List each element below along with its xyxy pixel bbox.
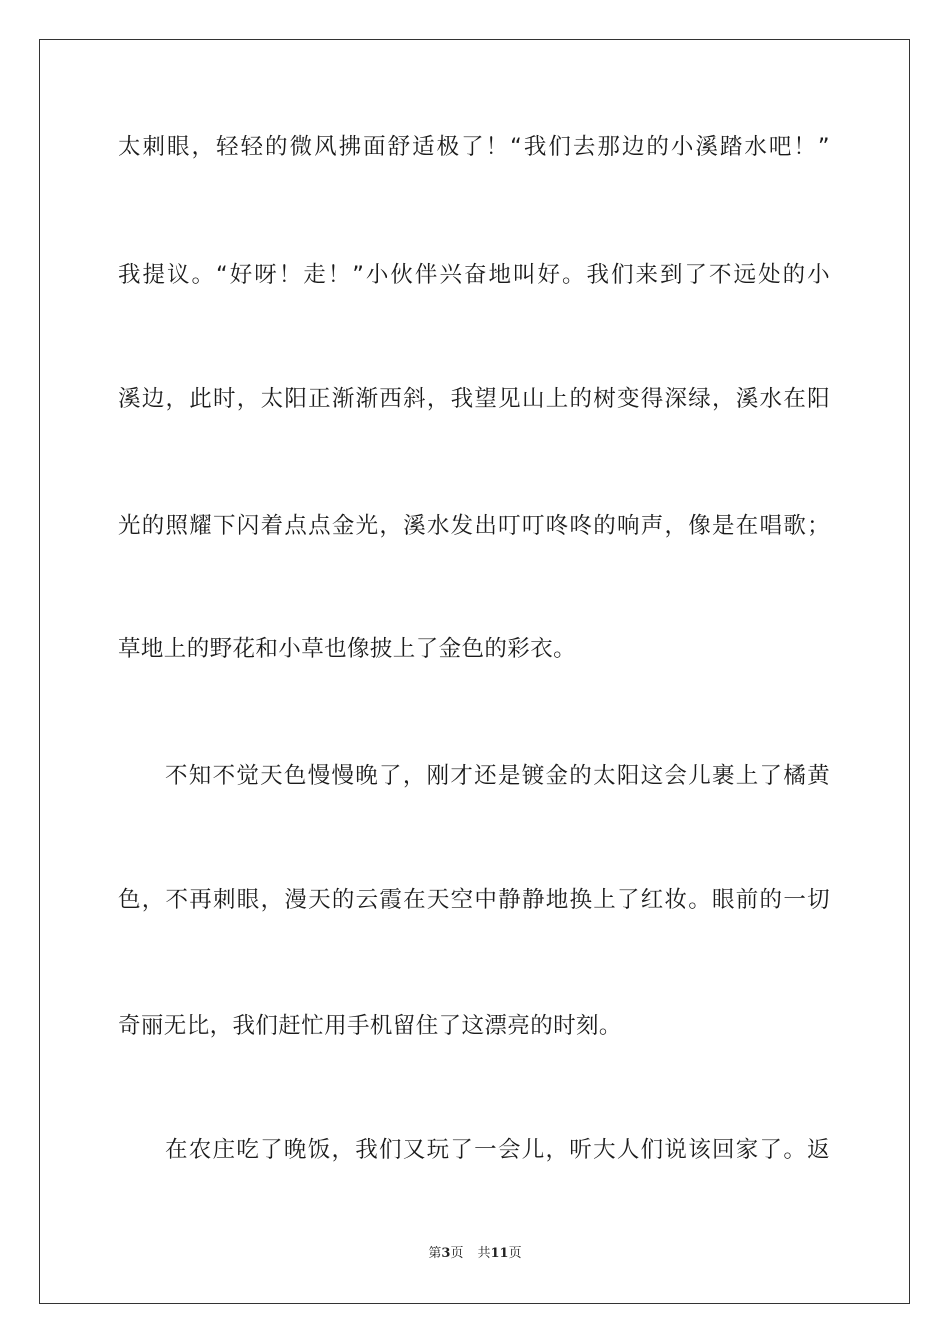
page-prefix: 第: [428, 1246, 442, 1261]
total-suffix: 页: [508, 1246, 522, 1261]
text-line-4: 光的照耀下闪着点点金光，溪水发出叮叮咚咚的响声，像是在唱歌；: [118, 513, 830, 539]
page-border: [39, 39, 910, 1304]
text-line-3: 溪边，此时，太阳正渐渐西斜，我望见山上的树变得深绿，溪水在阳: [118, 386, 830, 412]
text-line-1: 太刺眼，轻轻的微风拂面舒适极了！“我们去那边的小溪踏水吧！”: [118, 134, 830, 160]
total-prefix: 共: [477, 1246, 491, 1261]
text-line-6: 不知不觉天色慢慢晚了，刚才还是镀金的太阳这会儿裹上了橘黄: [165, 763, 830, 789]
text-line-2: 我提议。“好呀！走！”小伙伴兴奋地叫好。我们来到了不远处的小: [118, 262, 830, 288]
text-line-7: 色，不再刺眼，漫天的云霞在天空中静静地换上了红妆。眼前的一切: [118, 887, 830, 913]
total-pages: 11: [490, 1246, 509, 1261]
page-suffix: 页: [450, 1246, 464, 1261]
text-line-5: 草地上的野花和小草也像披上了金色的彩衣。: [118, 636, 577, 662]
text-line-9: 在农庄吃了晚饭，我们又玩了一会儿，听大人们说该回家了。返: [165, 1137, 830, 1163]
page-footer: [0, 1245, 950, 1263]
page-number: 3: [441, 1246, 451, 1261]
text-line-8: 奇丽无比，我们赶忙用手机留住了这漂亮的时刻。: [118, 1013, 622, 1039]
